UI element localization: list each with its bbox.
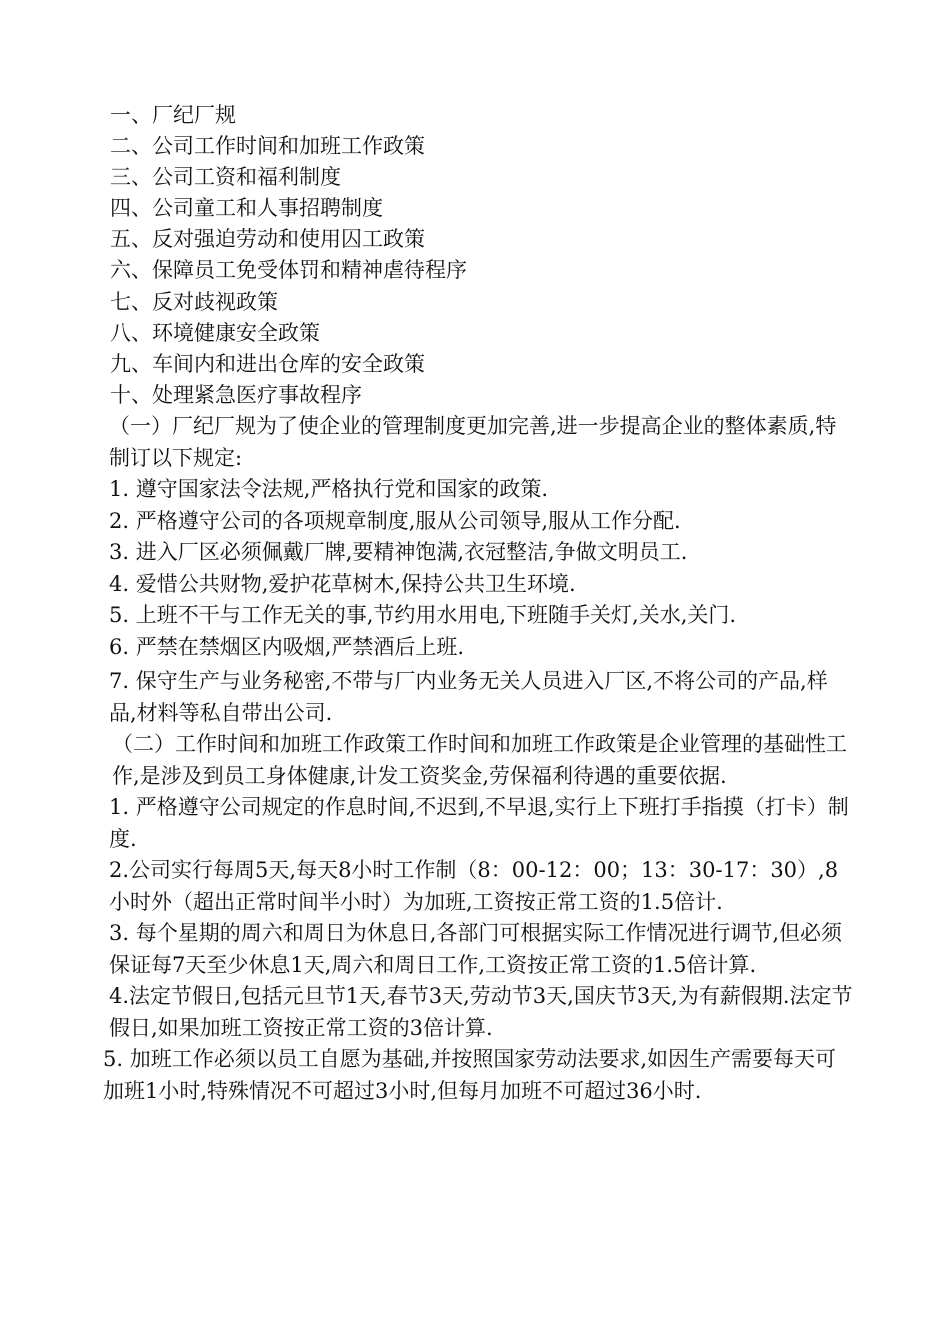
policy-item: 3. 每个星期的周六和周日为休息日,各部门可根据实际工作情况进行调节,但必须保证每7天至少休息1天,周六和周日工作,工资按正常工资的1.5倍计算.: [109, 921, 843, 977]
rule-item: 3. 进入厂区必须佩戴厂牌,要精神饱满,衣冠整洁,争做文明员工.: [109, 540, 688, 564]
toc-item: 九、车间内和进出仓库的安全政策: [110, 351, 425, 376]
rule-item: 2. 严格遵守公司的各项规章制度,服从公司领导,服从工作分配.: [109, 508, 681, 533]
document-body: [103, 411, 853, 1107]
rule-item: 5. 上班不干与工作无关的事,节约用水用电,下班随手关灯,关水,关门.: [109, 603, 737, 627]
toc-item: 十、处理紧急医疗事故程序: [110, 382, 362, 407]
section-2-intro: （二）工作时间和加班工作政策工作时间和加班工作政策是企业管理的基础性工作,是涉及到员工身体健康,计发工资奖金,劳保福利待遇的重要依据.: [112, 732, 847, 788]
toc-item: 八、环境健康安全政策: [110, 320, 320, 345]
policy-item: 4.法定节假日,包括元旦节1天,春节3天,劳动节3天,国庆节3天,为有薪假期.法定节假日,如果加班工资按正常工资的3倍计算.: [109, 984, 853, 1040]
table-of-contents: [110, 100, 870, 411]
rule-item: 6. 严禁在禁烟区内吸烟,严禁酒后上班.: [109, 634, 465, 659]
toc-item: 一、厂纪厂规: [110, 103, 236, 127]
policy-item: 5. 加班工作必须以员工自愿为基础,并按照国家劳动法要求,如因生产需要每天可加班1小时,特殊情况不可超过3小时,但每月加班不可超过36小时.: [103, 1047, 837, 1103]
policy-item: 1. 严格遵守公司规定的作息时间,不迟到,不早退,实行上下班打手指摸（打卡）制度.: [109, 795, 849, 851]
rule-item: 7. 保守生产与业务秘密,不带与厂内业务无关人员进入厂区,不将公司的产品,样品,材料等私自带出公司.: [109, 669, 828, 725]
rule-item: 4. 爱惜公共财物,爱护花草树木,保持公共卫生环境.: [109, 571, 576, 596]
rule-item: 1. 遵守国家法令法规,严格执行党和国家的政策.: [109, 477, 549, 501]
toc-item: 五、反对强迫劳动和使用囚工政策: [110, 227, 425, 252]
section-1-intro: （一）厂纪厂规为了使企业的管理制度更加完善,进一步提高企业的整体素质,特制订以下规定:: [109, 414, 837, 470]
toc-item: 三、公司工资和福利制度: [110, 165, 341, 190]
toc-item: 六、保障员工免受体罚和精神虐待程序: [110, 258, 467, 283]
toc-item: 七、反对歧视政策: [110, 289, 278, 314]
toc-item: 二、公司工作时间和加班工作政策: [110, 134, 425, 159]
toc-item: 四、公司童工和人事招聘制度: [110, 196, 383, 221]
policy-item: 2.公司实行每周5天,每天8小时工作制（8：00-12：00；13：30-17：30）,8小时外（超出正常时间半小时）为加班,工资按正常工资的1.5倍计.: [109, 858, 839, 914]
